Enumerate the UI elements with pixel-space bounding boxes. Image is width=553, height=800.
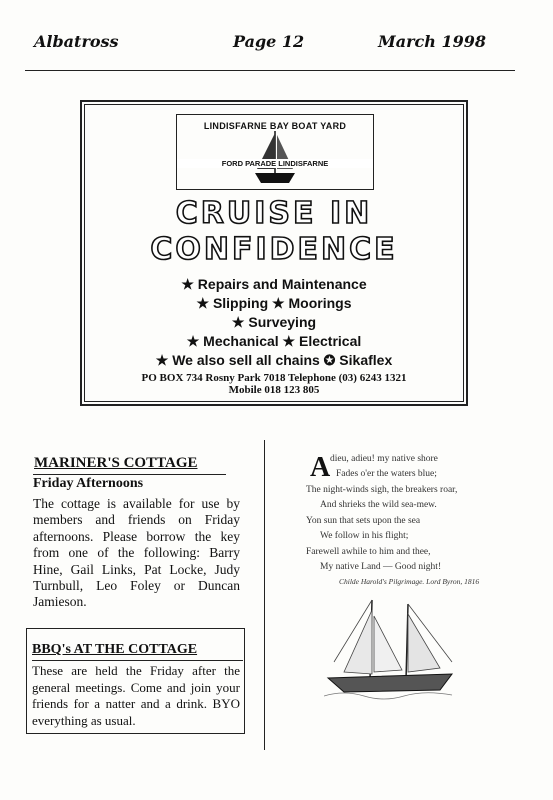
poem-line: Farewell awhile to him and thee, bbox=[306, 547, 431, 557]
mariners-cottage-subtitle: Friday Afternoons bbox=[33, 476, 144, 491]
poem-line: dieu, adieu! my native shore bbox=[330, 454, 438, 464]
service-item: ★ We also sell all chains ✪ Sikaflex bbox=[155, 352, 393, 368]
service-item: ★ Slipping ★ Moorings bbox=[196, 295, 352, 311]
poem-line: Yon sun that sets upon the sea bbox=[306, 516, 421, 526]
title-rule bbox=[32, 660, 243, 661]
headline-line-1: CRUISE IN bbox=[175, 196, 373, 231]
contact-mobile: Mobile 018 123 805 bbox=[228, 384, 320, 396]
service-item: ★ Surveying bbox=[231, 314, 317, 330]
boatyard-logo bbox=[176, 114, 374, 190]
title-rule bbox=[33, 474, 226, 475]
poem-line: And shrieks the wild sea-mew. bbox=[320, 500, 437, 510]
mariners-cottage-title: MARINER'S COTTAGE bbox=[34, 455, 198, 471]
logo-address: FORD PARADE LINDISFARNE bbox=[177, 159, 373, 168]
contact-address: PO BOX 734 Rosny Park 7018 Telephone (03) 6243 1321 bbox=[141, 372, 407, 384]
headline-line-2: CONFIDENCE bbox=[150, 232, 398, 267]
page-number: Page 12 bbox=[233, 32, 305, 51]
poem-line: We follow in his flight; bbox=[320, 531, 409, 541]
bbq-notice-box bbox=[26, 628, 245, 734]
service-item: ★ Mechanical ★ Electrical bbox=[186, 333, 362, 349]
bbq-title: BBQ's AT THE COTTAGE bbox=[32, 642, 198, 657]
poem-citation: Childe Harold's Pilgrimage. Lord Byron, 1816 bbox=[339, 577, 480, 586]
publication-title: Albatross bbox=[34, 32, 119, 51]
poem-line: The night-winds sigh, the breakers roar, bbox=[306, 485, 458, 495]
service-item: ★ Repairs and Maintenance bbox=[181, 276, 367, 292]
column-divider bbox=[264, 440, 265, 750]
logo-name: LINDISFARNE BAY BOAT YARD bbox=[203, 121, 347, 131]
issue-date: March 1998 bbox=[378, 32, 486, 51]
boatyard-advertisement bbox=[80, 100, 468, 406]
sailing-ship-illustration bbox=[324, 596, 456, 700]
mariners-cottage-body: The cottage is available for use by members and friends on Friday afternoons. Please borrow the key from one of the following: Barry Hine, Gail Links, Pat Locke, Judy Turnbull, Leo Foley or Duncan Jamieson. bbox=[33, 496, 240, 610]
sailboat-icon bbox=[251, 129, 299, 187]
poem-drop-cap: A bbox=[310, 452, 331, 483]
poem-line: Fades o'er the waters blue; bbox=[336, 469, 437, 479]
poem-line: My native Land — Good night! bbox=[320, 562, 442, 572]
header-divider bbox=[25, 70, 515, 71]
bbq-body: These are held the Friday after the general meetings. Come and join your friends for a natter and a drink. BYO everything as usual. bbox=[32, 663, 240, 728]
